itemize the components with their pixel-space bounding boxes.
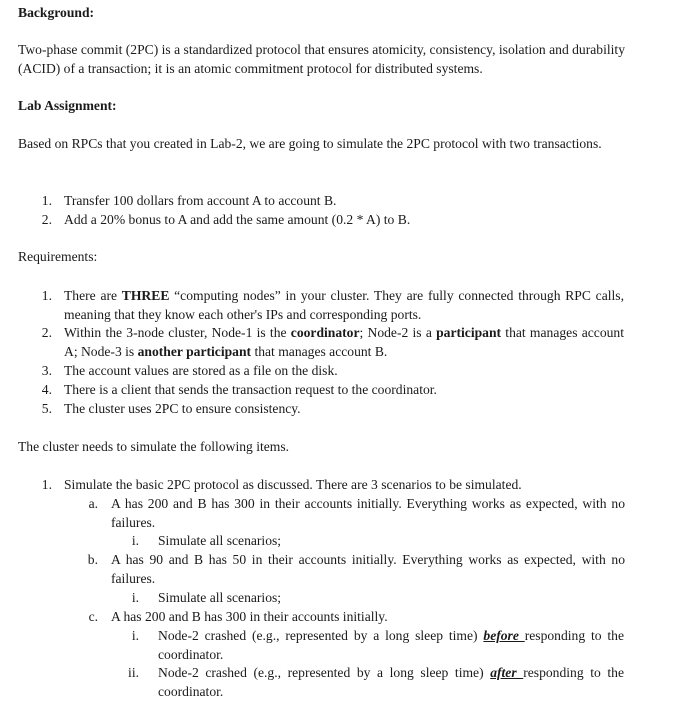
- list-number: b.: [87, 552, 98, 567]
- lab-assignment-heading: Lab Assignment:: [18, 98, 117, 113]
- list-text: Add a 20% bonus to A and add the same amount (0.2 * A) to B.: [64, 212, 411, 227]
- list-number: c.: [88, 609, 98, 624]
- list-number: 2.: [41, 212, 52, 227]
- list-text: A has 200 and B has 300 in their accounts initially. Everything works as expected, with no failures.: [111, 496, 625, 530]
- list-number: 1.: [41, 477, 52, 492]
- list-text: Simulate all scenarios;: [158, 590, 282, 605]
- emphasis-text: participant: [436, 325, 502, 340]
- emphasis-text: another participant: [137, 343, 252, 359]
- list-number: a.: [88, 496, 98, 511]
- list-number: 2.: [41, 325, 52, 340]
- requirements-heading: Requirements:: [18, 249, 98, 264]
- list-number: 5.: [41, 401, 52, 416]
- background-heading: Background:: [18, 5, 95, 20]
- list-text: Node-2 crashed (e.g., represented by a long sleep time) before responding to the coordinator.: [158, 628, 624, 662]
- list-text: A has 90 and B has 50 in their accounts initially. Everything works as expected, with no failures.: [111, 552, 625, 586]
- list-number: i.: [131, 533, 139, 548]
- simulation-intro: The cluster needs to simulate the following items.: [18, 439, 290, 454]
- list-text: The cluster uses 2PC to ensure consistency.: [64, 401, 301, 416]
- list-text: Within the 3-node cluster, Node-1 is the coordinator; Node-2 is a participant that manages account A; Node-3 is another participant that manages account B.: [64, 325, 624, 359]
- background-text: Two-phase commit (2PC) is a standardized protocol that ensures atomicity, consistency, isolation and durability (ACID) of a transaction; it is an atomic commitment protocol for distributed systems.: [18, 42, 625, 76]
- emphasis-text: coordinator: [290, 325, 360, 340]
- lab-intro-text: Based on RPCs that you created in Lab-2, we are going to simulate the 2PC protocol with two transactions.: [18, 136, 602, 151]
- list-text: There is a client that sends the transaction request to the coordinator.: [64, 382, 437, 397]
- emphasis-text: after: [490, 665, 524, 680]
- list-number: i.: [131, 590, 139, 605]
- emphasis-text: before: [483, 628, 525, 643]
- list-text: A has 200 and B has 300 in their accounts initially.: [111, 609, 388, 624]
- list-number: i.: [131, 628, 139, 643]
- list-number: 1.: [41, 193, 52, 208]
- list-text: Simulate the basic 2PC protocol as discussed. There are 3 scenarios to be simulated.: [64, 477, 522, 492]
- list-number: 4.: [41, 382, 52, 397]
- list-text: Node-2 crashed (e.g., represented by a long sleep time) after responding to the coordinator.: [158, 665, 624, 699]
- list-text: Transfer 100 dollars from account A to account B.: [64, 193, 337, 208]
- list-text: There are THREE “computing nodes” in your cluster. They are fully connected through RPC calls, meaning that they know each other's IPs and corresponding ports.: [64, 288, 624, 322]
- emphasis-text: THREE: [121, 288, 170, 303]
- list-text: The account values are stored as a file on the disk.: [64, 363, 338, 378]
- list-number: 3.: [41, 363, 52, 378]
- list-text: Simulate all scenarios;: [158, 533, 282, 548]
- list-number: 1.: [41, 288, 52, 303]
- list-number: ii.: [128, 665, 139, 680]
